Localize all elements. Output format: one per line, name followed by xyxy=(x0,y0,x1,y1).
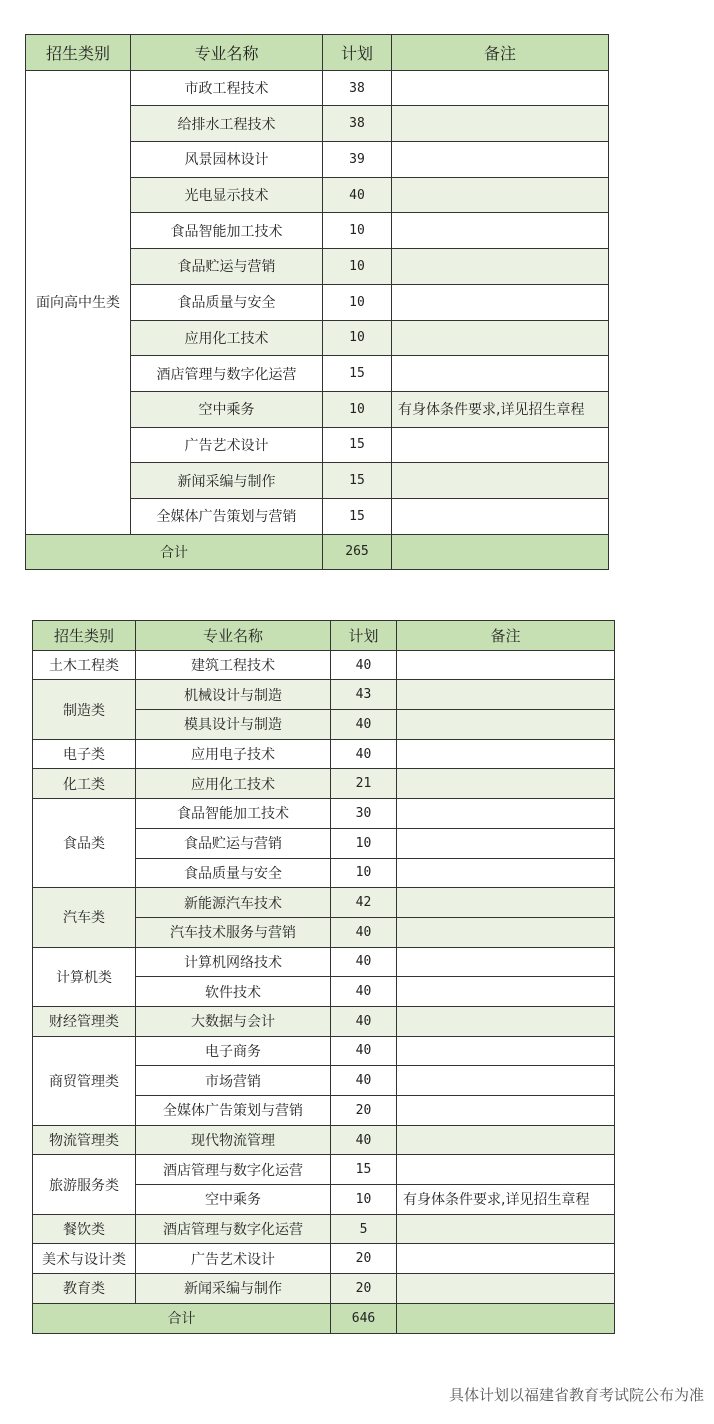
category-cell: 化工类 xyxy=(33,769,136,799)
major-header: 专业名称 xyxy=(136,621,331,651)
plan-cell: 30 xyxy=(331,799,397,829)
note-cell: 有身体条件要求,详见招生章程 xyxy=(392,391,609,427)
table-row xyxy=(33,1006,615,1036)
plan-cell: 40 xyxy=(331,1006,397,1036)
major-cell: 新能源汽车技术 xyxy=(136,888,331,918)
table-row xyxy=(33,769,615,799)
note-cell xyxy=(397,1155,615,1185)
plan-cell: 15 xyxy=(323,498,392,534)
total-note xyxy=(392,534,609,570)
plan-cell: 10 xyxy=(323,320,392,356)
plan-cell: 40 xyxy=(331,1066,397,1096)
total-value: 265 xyxy=(323,534,392,570)
note-cell xyxy=(397,680,615,710)
major-cell: 风景园林设计 xyxy=(131,142,323,178)
plan-cell: 20 xyxy=(331,1274,397,1304)
plan-cell: 40 xyxy=(331,1036,397,1066)
major-cell: 应用电子技术 xyxy=(136,739,331,769)
table-row xyxy=(33,1274,615,1304)
note-cell xyxy=(392,463,609,499)
category-cell: 物流管理类 xyxy=(33,1125,136,1155)
note-cell xyxy=(397,1244,615,1274)
plan-cell: 42 xyxy=(331,888,397,918)
plan-cell: 10 xyxy=(331,828,397,858)
plan-cell: 15 xyxy=(323,356,392,392)
major-cell: 计算机网络技术 xyxy=(136,947,331,977)
total-row xyxy=(26,534,609,570)
major-cell: 电子商务 xyxy=(136,1036,331,1066)
note-cell xyxy=(397,739,615,769)
category-cell: 教育类 xyxy=(33,1274,136,1304)
major-cell: 食品贮运与营销 xyxy=(131,249,323,285)
total-row xyxy=(33,1303,615,1333)
plan-cell: 40 xyxy=(331,1125,397,1155)
header-row xyxy=(26,35,609,71)
note-cell: 有身体条件要求,详见招生章程 xyxy=(397,1185,615,1215)
table-row xyxy=(33,1214,615,1244)
table-row xyxy=(26,70,609,106)
category-cell: 旅游服务类 xyxy=(33,1155,136,1214)
enrollment-table-body xyxy=(33,621,615,1334)
note-cell xyxy=(397,858,615,888)
major-cell: 空中乘务 xyxy=(131,391,323,427)
major-cell: 现代物流管理 xyxy=(136,1125,331,1155)
major-cell: 食品质量与安全 xyxy=(136,858,331,888)
plan-cell: 15 xyxy=(323,427,392,463)
plan-cell: 39 xyxy=(323,142,392,178)
major-cell: 新闻采编与制作 xyxy=(131,463,323,499)
total-note xyxy=(397,1303,615,1333)
major-cell: 软件技术 xyxy=(136,977,331,1007)
enrollment-table-body xyxy=(26,35,609,570)
note-cell xyxy=(397,828,615,858)
note-cell xyxy=(392,213,609,249)
note-cell xyxy=(397,977,615,1007)
note-cell xyxy=(397,1096,615,1126)
note-header: 备注 xyxy=(392,35,609,71)
plan-header: 计划 xyxy=(331,621,397,651)
plan-cell: 20 xyxy=(331,1244,397,1274)
note-cell xyxy=(397,888,615,918)
note-cell xyxy=(397,710,615,740)
category-header: 招生类别 xyxy=(33,621,136,651)
category-cell: 餐饮类 xyxy=(33,1214,136,1244)
major-cell: 广告艺术设计 xyxy=(136,1244,331,1274)
category-cell: 美术与设计类 xyxy=(33,1244,136,1274)
note-cell xyxy=(392,356,609,392)
table-row xyxy=(33,680,615,710)
major-cell: 全媒体广告策划与营销 xyxy=(131,498,323,534)
major-cell: 应用化工技术 xyxy=(136,769,331,799)
note-cell xyxy=(397,1036,615,1066)
total-label: 合计 xyxy=(26,534,323,570)
major-cell: 市政工程技术 xyxy=(131,70,323,106)
major-cell: 给排水工程技术 xyxy=(131,106,323,142)
major-cell: 广告艺术设计 xyxy=(131,427,323,463)
note-cell xyxy=(397,1274,615,1304)
plan-cell: 10 xyxy=(323,213,392,249)
footnote: 具体计划以福建省教育考试院公布为准 xyxy=(448,1386,704,1404)
note-cell xyxy=(397,947,615,977)
note-cell xyxy=(392,177,609,213)
note-cell xyxy=(397,1214,615,1244)
note-cell xyxy=(392,142,609,178)
category-cell: 制造类 xyxy=(33,680,136,739)
category-cell: 电子类 xyxy=(33,739,136,769)
major-cell: 酒店管理与数字化运营 xyxy=(136,1155,331,1185)
major-cell: 食品质量与安全 xyxy=(131,284,323,320)
total-value: 646 xyxy=(331,1303,397,1333)
note-header: 备注 xyxy=(397,621,615,651)
plan-cell: 40 xyxy=(331,917,397,947)
category-cell: 食品类 xyxy=(33,799,136,888)
note-cell xyxy=(397,650,615,680)
plan-cell: 15 xyxy=(323,463,392,499)
plan-cell: 43 xyxy=(331,680,397,710)
plan-cell: 5 xyxy=(331,1214,397,1244)
plan-cell: 10 xyxy=(323,249,392,285)
major-cell: 模具设计与制造 xyxy=(136,710,331,740)
note-cell xyxy=(397,917,615,947)
note-cell xyxy=(397,769,615,799)
plan-cell: 21 xyxy=(331,769,397,799)
note-cell xyxy=(392,70,609,106)
note-cell xyxy=(397,1006,615,1036)
category-cell: 商贸管理类 xyxy=(33,1036,136,1125)
note-cell xyxy=(397,1066,615,1096)
major-cell: 汽车技术服务与营销 xyxy=(136,917,331,947)
table-row xyxy=(33,1155,615,1185)
note-cell xyxy=(392,249,609,285)
major-cell: 空中乘务 xyxy=(136,1185,331,1215)
plan-cell: 38 xyxy=(323,70,392,106)
major-cell: 酒店管理与数字化运营 xyxy=(136,1214,331,1244)
table-row xyxy=(33,739,615,769)
major-cell: 市场营销 xyxy=(136,1066,331,1096)
major-cell: 建筑工程技术 xyxy=(136,650,331,680)
plan-cell: 40 xyxy=(331,710,397,740)
category-header: 招生类别 xyxy=(26,35,131,71)
category-cell: 财经管理类 xyxy=(33,1006,136,1036)
category-cell: 计算机类 xyxy=(33,947,136,1006)
major-cell: 应用化工技术 xyxy=(131,320,323,356)
note-cell xyxy=(397,799,615,829)
plan-cell: 10 xyxy=(331,1185,397,1215)
note-cell xyxy=(392,320,609,356)
major-cell: 新闻采编与制作 xyxy=(136,1274,331,1304)
note-cell xyxy=(392,427,609,463)
enrollment-table-high-school xyxy=(25,34,609,570)
major-cell: 食品智能加工技术 xyxy=(131,213,323,249)
major-header: 专业名称 xyxy=(131,35,323,71)
plan-cell: 10 xyxy=(323,391,392,427)
enrollment-table-by-category xyxy=(32,620,615,1334)
plan-cell: 15 xyxy=(331,1155,397,1185)
plan-cell: 40 xyxy=(323,177,392,213)
total-label: 合计 xyxy=(33,1303,331,1333)
major-cell: 大数据与会计 xyxy=(136,1006,331,1036)
plan-cell: 40 xyxy=(331,947,397,977)
major-cell: 酒店管理与数字化运营 xyxy=(131,356,323,392)
major-cell: 食品智能加工技术 xyxy=(136,799,331,829)
table-row xyxy=(33,650,615,680)
note-cell xyxy=(397,1125,615,1155)
note-cell xyxy=(392,106,609,142)
table-row xyxy=(33,799,615,829)
note-cell xyxy=(392,284,609,320)
note-cell xyxy=(392,498,609,534)
major-cell: 光电显示技术 xyxy=(131,177,323,213)
category-cell: 面向高中生类 xyxy=(26,70,131,534)
table-row xyxy=(33,947,615,977)
plan-cell: 40 xyxy=(331,977,397,1007)
plan-cell: 20 xyxy=(331,1096,397,1126)
major-cell: 全媒体广告策划与营销 xyxy=(136,1096,331,1126)
plan-cell: 38 xyxy=(323,106,392,142)
plan-header: 计划 xyxy=(323,35,392,71)
plan-cell: 10 xyxy=(323,284,392,320)
plan-cell: 40 xyxy=(331,739,397,769)
plan-cell: 10 xyxy=(331,858,397,888)
table-row xyxy=(33,888,615,918)
table-row xyxy=(33,1036,615,1066)
table-row xyxy=(33,1244,615,1274)
plan-cell: 40 xyxy=(331,650,397,680)
table-row xyxy=(33,1125,615,1155)
header-row xyxy=(33,621,615,651)
major-cell: 食品贮运与营销 xyxy=(136,828,331,858)
category-cell: 土木工程类 xyxy=(33,650,136,680)
category-cell: 汽车类 xyxy=(33,888,136,947)
major-cell: 机械设计与制造 xyxy=(136,680,331,710)
